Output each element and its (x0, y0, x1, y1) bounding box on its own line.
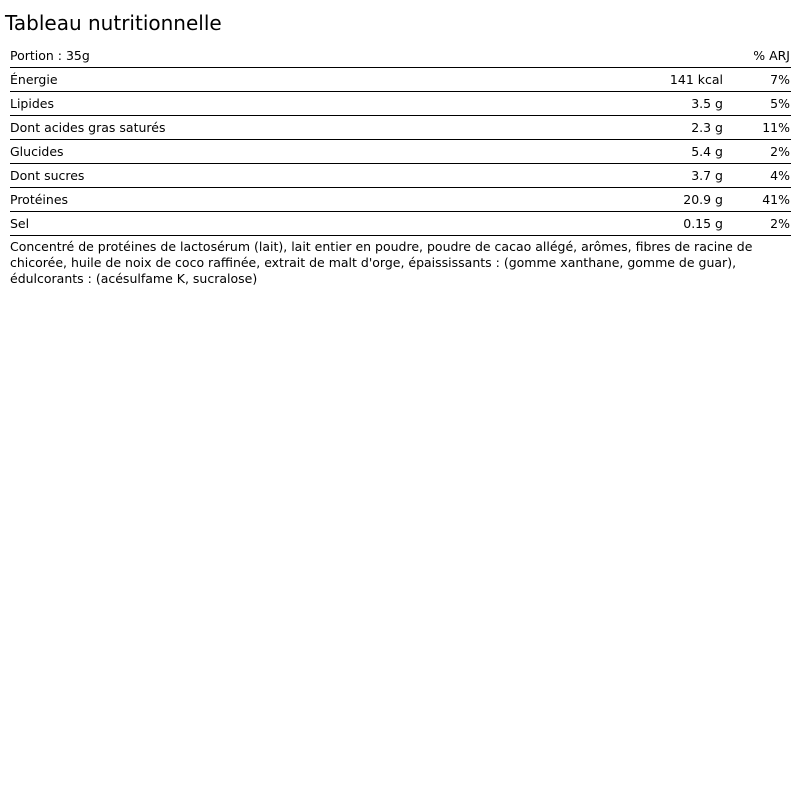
nutrient-amount: 3.5 g (691, 96, 723, 111)
nutrient-label: Dont sucres (10, 168, 85, 183)
nutrient-label: Énergie (10, 72, 58, 87)
nutrient-percent: 4% (770, 168, 790, 183)
page-title: Tableau nutritionnelle (5, 11, 222, 35)
table-row (10, 92, 791, 116)
nutrient-label: Glucides (10, 144, 64, 159)
nutrient-label: Sel (10, 216, 30, 231)
nutrient-percent: 5% (770, 96, 790, 111)
table-row (10, 68, 791, 92)
nutrient-percent: 2% (770, 216, 790, 231)
nutrient-percent: 41% (762, 192, 790, 207)
nutrient-amount: 3.7 g (691, 168, 723, 183)
nutrient-label: Lipides (10, 96, 54, 111)
nutrient-amount: 0.15 g (683, 216, 723, 231)
nutrient-amount: 2.3 g (691, 120, 723, 135)
nutrient-amount: 141 kcal (669, 72, 723, 87)
table-header-row (10, 44, 791, 68)
nutrition-table (10, 44, 791, 236)
nutrient-amount: 20.9 g (683, 192, 723, 207)
nutrient-percent: 2% (770, 144, 790, 159)
table-row (10, 164, 791, 188)
nutrient-percent: 11% (762, 120, 790, 135)
table-row (10, 140, 791, 164)
table-row (10, 212, 791, 236)
portion-label: Portion : 35g (10, 48, 90, 63)
ri-column-header: % ARJ (753, 48, 790, 63)
table-row (10, 188, 791, 212)
nutrient-percent: 7% (770, 72, 790, 87)
nutrient-amount: 5.4 g (691, 144, 723, 159)
nutrient-label: Dont acides gras saturés (10, 120, 166, 135)
table-row (10, 116, 791, 140)
nutrient-label: Protéines (10, 192, 69, 207)
ingredients-text: Concentré de protéines de lactosérum (lait), lait entier en poudre, poudre de cacao allégé, arômes, fibres de racine de chicorée, huile de noix de coco raffinée, extrait de malt d'orge, épaississants : (gomme xanthane, gomme de guar), édulcorants : (acésulfame K, sucralose) (10, 239, 753, 286)
